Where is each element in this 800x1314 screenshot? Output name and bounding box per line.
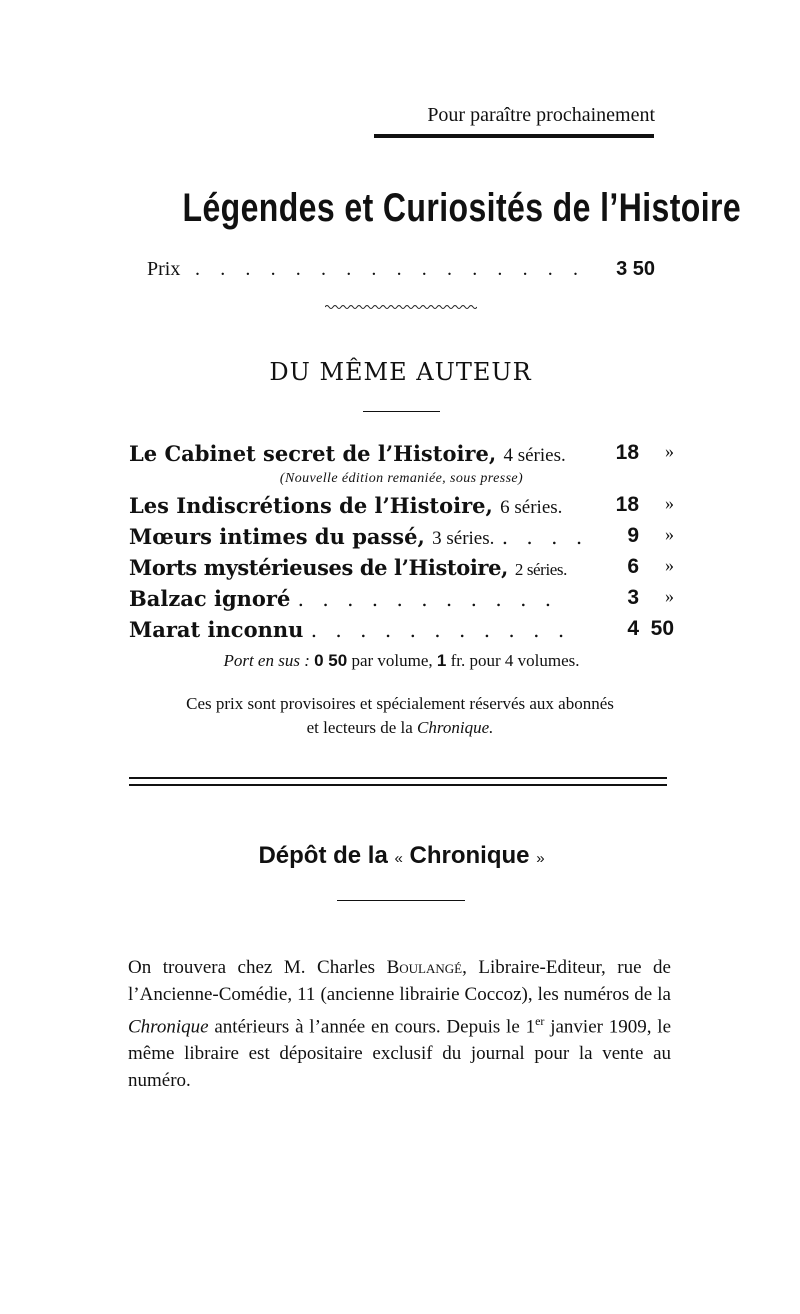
book-series: 6 séries.	[500, 497, 563, 518]
book-cents: »	[665, 586, 674, 606]
depot-paragraph	[128, 955, 671, 1094]
book-row	[129, 441, 674, 471]
book-series: 2 séries.	[514, 560, 567, 579]
book-price: 4	[627, 617, 639, 640]
leader-dots: . . . . . . . . . . .	[310, 618, 571, 642]
depot-title-prefix: Dépôt de la	[258, 842, 388, 869]
depot-text-p2: , Libraire-Editeur, rue de l’Ancienne-Comédie, 11 (ancienne librairie Coccoz), les numéros de la	[128, 957, 671, 1005]
price-row	[147, 258, 655, 284]
book-title-text: Les Indiscrétions de l’Histoire,	[129, 493, 493, 518]
postage-four-text: fr. pour 4 volumes.	[450, 651, 580, 670]
book-series: 4 séries.	[503, 445, 566, 466]
book-title-text: Marat inconnu	[129, 617, 304, 642]
header-rule	[374, 134, 654, 138]
ordinal-suffix: er	[535, 1014, 545, 1029]
section-title: DU MÊME AUTEUR	[269, 358, 532, 386]
provisional-line1: Ces prix sont provisoires et spécialement réservés aux abonnés	[186, 694, 614, 713]
book-price: 6	[627, 555, 639, 578]
book-title: Légendes et Curiosités de l’Histoire	[182, 186, 742, 230]
book-title-text: Le Cabinet secret de l’Histoire,	[129, 441, 497, 466]
price-label: Prix	[147, 258, 181, 280]
book-cents: »	[665, 493, 674, 513]
journal-name: Chronique	[128, 1016, 209, 1038]
book-series: 3 séries.	[432, 528, 495, 549]
book-row	[129, 493, 674, 523]
edition-note: (Nouvelle édition remaniée, sous presse)	[279, 471, 524, 486]
book-title-text: Balzac ignoré	[129, 586, 291, 611]
book-cents: »	[665, 441, 674, 461]
double-rule-bottom	[129, 784, 667, 786]
depot-open-quote: «	[394, 850, 403, 867]
depot-close-quote: »	[536, 850, 545, 867]
depot-text-p1: On trouvera chez M. Charles	[128, 957, 376, 978]
depot-text-p3: antérieurs à l’année en cours. Depuis le 1	[214, 1016, 536, 1038]
postage-per-volume-text: par volume,	[351, 651, 433, 670]
book-price: 9	[627, 524, 639, 547]
book-cents: 50	[650, 617, 674, 640]
price-value: 3 50	[616, 258, 655, 280]
postage-label: Port en sus :	[223, 651, 310, 670]
book-price: 3	[627, 586, 639, 609]
forthcoming-label: Pour paraître prochainement	[427, 104, 655, 126]
provisional-line2-prefix: et lecteurs de la	[306, 718, 413, 737]
provisional-line2-italic: Chronique.	[417, 718, 494, 737]
book-price: 18	[615, 493, 639, 516]
book-cents: »	[665, 524, 674, 544]
price-leader-dots: . . . . . . . . . . . . . . . .	[195, 258, 586, 280]
depot-title-name: Chronique	[409, 842, 530, 869]
book-title-text: Morts mystérieuses de l’Histoire,	[129, 555, 508, 580]
book-row	[129, 555, 674, 585]
book-cents: »	[665, 555, 674, 575]
postage-four-price: 1	[436, 651, 447, 670]
depot-rule	[337, 900, 465, 901]
provisional-note	[140, 692, 660, 740]
book-row	[129, 524, 674, 554]
book-price: 18	[615, 441, 639, 464]
postage-per-volume-price: 0 50	[314, 651, 348, 670]
wavy-ornament	[325, 302, 477, 312]
book-row	[129, 617, 674, 647]
bookseller-name: Boulangé	[386, 957, 463, 978]
section-rule	[363, 411, 440, 412]
book-title-text: Mœurs intimes du passé,	[129, 524, 425, 549]
leader-dots: . . . .	[501, 525, 589, 549]
depot-text-p4: janvier 1909, le même libraire est dépositaire exclusif du journal pour la vente au numéro.	[128, 1016, 672, 1091]
postage-line	[129, 651, 674, 671]
depot-title	[129, 842, 674, 870]
leader-dots: . . . . . . . . . . .	[297, 587, 558, 611]
book-row	[129, 586, 674, 616]
double-rule-top	[129, 777, 667, 779]
